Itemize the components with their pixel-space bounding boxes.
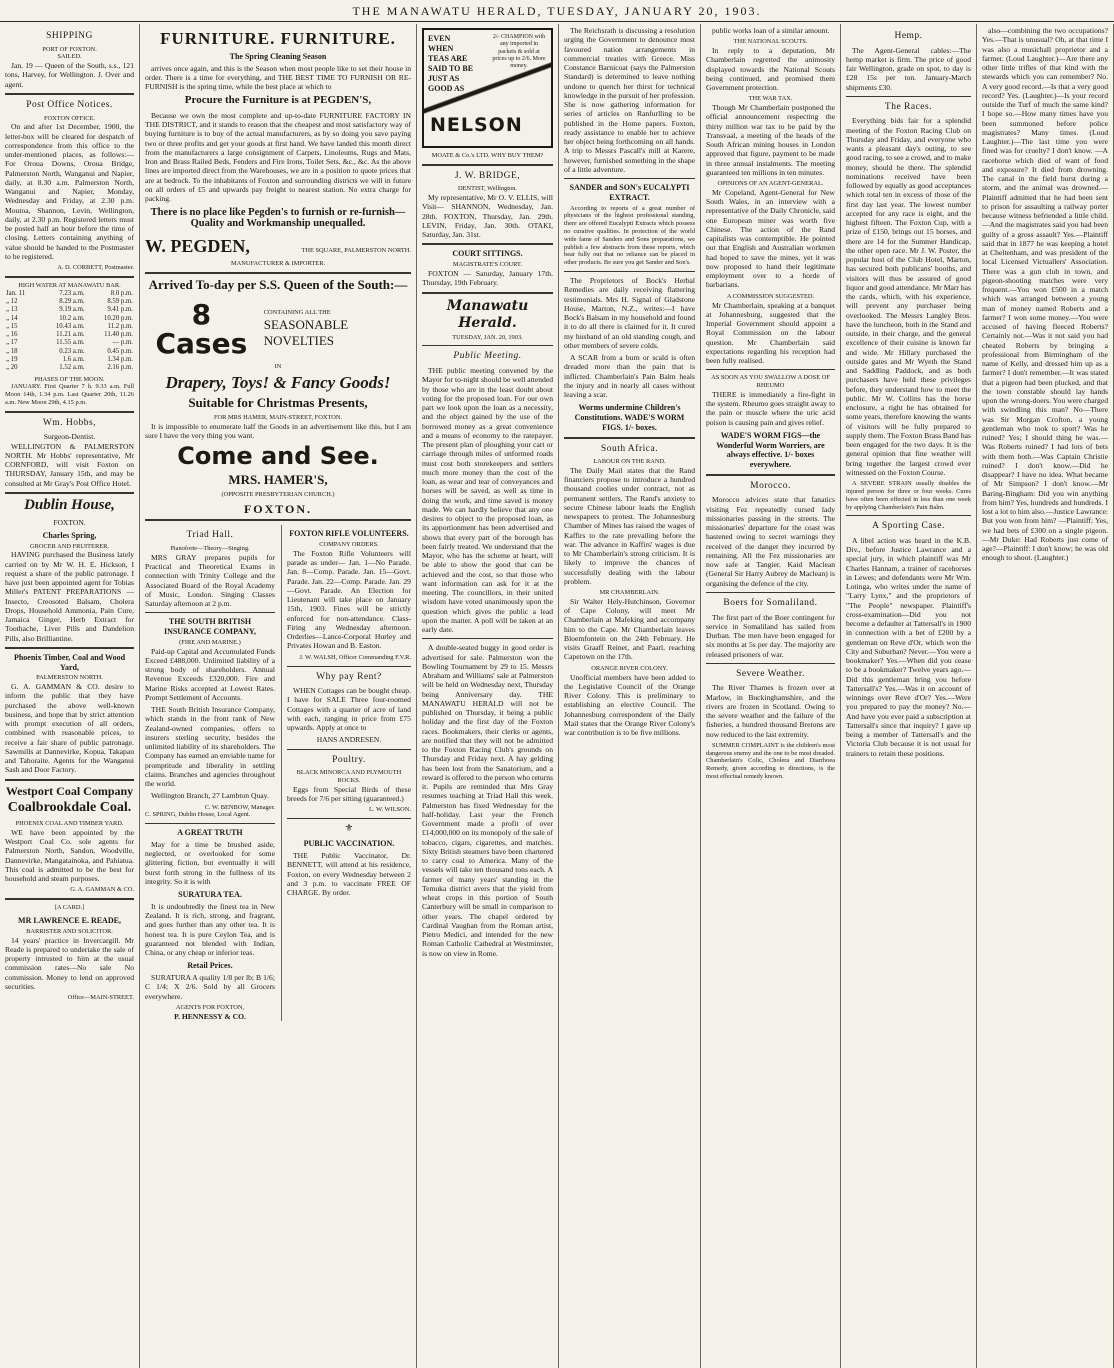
- orange-text: Unofficial members have been added to the Legislative Council of the Orange River Colony. This is preliminary to establishing an elective Council. The Johannesburg correspondent of the Daily Mail states that the Orange River Colony's war contribution is to be five millions.: [564, 672, 695, 738]
- newspaper-masthead: THE MANAWATU HERALD, TUESDAY, JANUARY 20, 1903.: [0, 0, 1114, 22]
- pegden-address: THE SQUARE, PALMERSTON NORTH.: [301, 247, 411, 255]
- south-british-text-2: THE South British Insurance Company, which stands in the front rank of New Zealand-owned companies, offers to insurers sterling security, besides the unlimited liability of its shareholders. The Company has earned an enviable name for promptitude and liberality in settling claims. Branches and agencies throughout the world.: [145, 705, 275, 789]
- scouts-text: In reply to a deputation, Mr Chamberlain regretted the animosity displayed towards the National Scouts being continued, and promised them Government protection.: [706, 46, 835, 93]
- rheumo-heading: AS SOON AS YOU SWALLOW A DOSE OF RHEUMO: [711, 374, 830, 390]
- triad-text: MRS GRAY prepares pupils for Practical and Theoretical Exams in connection with Trinity College and the Associated Board of the Royal Academy of Music, London. Singing Classes Saturday afternoon at 2 p.m.: [145, 552, 275, 609]
- hamer-name: MRS. HAMER'S,: [228, 472, 328, 488]
- tide-row: [5, 356, 134, 364]
- benbow-signature: C. W. BENBOW, Manager.: [204, 803, 275, 811]
- worm-heading: Worms undermine Children's Constitutions. WADE'S WORM FIGS. 1/- boxes.: [574, 403, 685, 432]
- war-tax-text: Though Mr Chamberlain postponed the official announcement respecting the thirty million war tax to be paid by the Transvaal, a meeting of the heads of the South African mining houses in London approved that figure, payment to be made in three annual instalments. The meeting guaranteed ten millions in ten minutes.: [706, 103, 835, 177]
- tide-cell: 10.2 a.m.: [59, 314, 85, 322]
- tide-row: [5, 306, 134, 314]
- col5-top-text: public works loan of a similar amount.: [712, 26, 830, 35]
- suitable-heading: Suitable for Christmas Presents,: [188, 395, 368, 411]
- hennessy-name: P. HENNESSY & CO.: [174, 1011, 246, 1021]
- tide-cell: „ 12: [6, 298, 18, 305]
- coal-heading: Coalbrookdale Coal.: [7, 800, 132, 816]
- tide-cell: 8.0 p.m.: [110, 289, 133, 297]
- phoenix-text: G. A. GAMMAN & CO. desire to inform the public that they have purchased the above well-known business, and hope that by strict attention with prompt execution of all orders, combined with reasonable prices, to receive a fair share of public patronage. Sawmills at Dannevirke, Kopua, Takapau and Tahoraite. Agents for the Wanganui Sash and Door Factory.: [5, 682, 134, 775]
- rheumo-text: THERE is immediately a fire-fight in the system. Rheumo goes straight away to the pain or muscle where the uric acid poison is causing pain and gives relief.: [706, 389, 835, 427]
- summer-complaint-text: SUMMER COMPLAINT is the children's most dangerous enemy and the one to be most dreaded. Chamberlain's Colic, Cholera and Diarrhoea Remedy, given according to directions, is the most effectual remedy known.: [706, 741, 835, 781]
- vaccination-heading: PUBLIC VACCINATION.: [303, 839, 395, 849]
- coal-text: WE have been appointed by the Westport Coal Co. sole agents for Palmerston North, Sandon, Woodville, Dannevirke, Mangatainoka, and Pahiatua. This coal is admitted to be the best for household and steam purposes.: [5, 827, 134, 884]
- coal-signature: G. A. GAMMAN & CO.: [70, 886, 134, 894]
- hobbs-heading: Wm. Hobbs,: [42, 417, 97, 428]
- tide-row: [5, 298, 134, 306]
- column-2: [140, 24, 417, 1368]
- triad-subheading: Pianoforte—Theory—Singing.: [170, 544, 250, 552]
- court-subheading: MAGISTRATE'S COURT.: [452, 261, 523, 269]
- chamberlain-text: Sir Walter Hely-Hutchinson, Governor of Cape Colony, will meet Mr Chamberlain at Mafeking and accompany him to the Cape. Mr Chamberlain leaves Bloemfontein on the 24th February. He visits Graaff Reinet, and Paarl, reaching Capetown on the 17th.: [564, 596, 695, 662]
- court-text: FOXTON — Saturday, January 17th. Thursday, 19th February.: [422, 269, 553, 288]
- herald-date: TUESDAY, JAN. 20, 1903.: [452, 333, 523, 341]
- poultry-text: Eggs from Special Birds of these breeds for 7/6 per sitting (guaranteed.): [286, 784, 411, 804]
- court-heading: COURT SITTINGS.: [452, 249, 523, 259]
- col7-text: also—combining the two occupations? Yes.—That is unusual? Oh, at that time I was also a musichall proprietor and a farmer. (Loud Laughter.)—Are there any other little trifles of that kind with the stewards which you can remember? No. A very good record.—Is that a very good record? Yes. (Laughter.)—Is your record outside the Turf of much the same kind? I hope so.—How many times have you been summoned before police magistrates? Many times. (Loud Laughter.)—The last time you were fined was for cruelty? I don't know. —A racehorse which died of want of food and exposure? It died from drowning. The canal in the field burst during a storm, and the animal was drowned.—Plaintiff admitted that he had been sent to prison for assaulting a railway porter because witness befriended a little child.—And the magistrates said you had been guilty of a gross assault? Yes.—Plaintiff said that in 1877 he was keeping a hotel at Cheltenham, and was president of the local Licensed Victuallers' Association. There was a gun club in town, and pigeon-shooting matches were very frequent.—You won £500 in a match which was arranged between a young man of money named Roberts and a farmer? I won some money.—You were accused of having fleeced Roberts? Certainly not.—Was it not said you had cheated Roberts by bringing a professional from Birmingham of the name of Kelly, and dressed him up as a farmer? I don't remember.—It was stated that a pigeon had been plucked, and that the town constable should lay hands upon the wrong-doers. You were charged with swindling this man? No—There was Sir Morgan Crofton, a young gentleman who took to sport? Was he ruined? Yes; I should thing he was.—Was Roberts ruined? I had lots of bets with them both.—Was Captain Christie ruined? I don't know.—Did he disappear? I have no idea. What became of Mr Simpson? I don't know.—Mr Baring-Bingham: Did you win anything from him? Yes, hundreds and hundreds. I lost a lot to him also.—Justice Lawrance: But you won from him? —Plaintiff: Yes, we had bets of £300 on a single pigeon.—Mr Duke: Had Roberts just come of age?—Plaintiff: I don't know; he was old enough to shoot. (Laughter.): [982, 26, 1108, 563]
- tide-cell: 10.43 a.m.: [55, 322, 85, 330]
- tide-cell: „ 14: [6, 314, 18, 322]
- suratura-heading: SURATURA TEA.: [178, 890, 242, 900]
- tide-cell: 11.55 a.m.: [56, 339, 85, 347]
- rifles-heading: FOXTON RIFLE VOLUNTEERS.: [289, 529, 409, 539]
- rent-heading: Why pay Rent?: [316, 671, 382, 682]
- opinions-text: Mr Copeland, Agent-General for New South Wales, in an interview with a representative of the Daily Chronicle, said one European miner was worth five Chinese. The action of the Rand capitalists was contemptible. He pointed out that English and Australian workmen had hoped to save the mines, yet it was now proposed to hand their legitimate employment over to a horde of barbarians.: [706, 187, 835, 290]
- tide-cell: 11.40 p.m.: [104, 331, 133, 339]
- south-british-office: Wellington Branch, 27 Lambton Quay.: [151, 791, 269, 801]
- arrived-heading: Arrived To-day per S.S. Queen of the South:—: [148, 277, 408, 293]
- retail-text: SURATURA A quality 1/8 per lb; B 1/6; C 1/4; X 2/6. Sold by all Grocers everywhere.: [145, 973, 275, 1001]
- triad-heading: Triad Hall.: [186, 530, 234, 541]
- tide-cell: „ 19: [6, 355, 18, 363]
- pegden-name: W. PEGDEN,: [145, 236, 250, 257]
- tide-row: [5, 315, 134, 323]
- pegden-subheading: MANUFACTURER & IMPORTER.: [230, 260, 326, 268]
- walsh-signature: J. W. WALSH, Officer Commanding F.V.R.: [299, 653, 411, 661]
- reade-office: Office—MAIN-STREET.: [67, 994, 134, 1002]
- nelson-tea-advert: [422, 28, 553, 148]
- column-4: [559, 24, 701, 1368]
- hemp-text: The Agent-General cables:—The hemp market is firm. The price of good fair Wellington, grade on spot, to day is £28 15s per ton. January-March shipments £30.: [846, 45, 971, 92]
- tide-cell: „ 17: [6, 339, 18, 347]
- boers-heading: Boers for Somaliland.: [723, 597, 818, 608]
- tide-cell: — p.m.: [112, 339, 133, 347]
- tide-cell: 1.52 a.m.: [59, 364, 85, 372]
- south-africa-subheading: LABOUR ON THE RAND.: [593, 458, 666, 466]
- column-7: [977, 24, 1114, 1368]
- commission-heading: A COMMISSION SUGGESTED.: [726, 292, 815, 300]
- opinions-heading: OPINIONS OF AN AGENT-GENERAL.: [717, 180, 824, 188]
- herald-title: Manawatu Herald.: [446, 297, 529, 331]
- nelson-tea-slogan: EVEN WHEN TEAS ARE SAID TO BE JUST AS GOOD AS: [428, 34, 474, 93]
- weather-text: The River Thames is frozen over at Marlow, in Buckinghamshire, and the rivers are frozen in Scotland. Owing to the severe weather and the failure of the fisheries, a hundred thousand Bretons are now reduced to the last extremity.: [706, 683, 835, 739]
- local-news-text: A double-seated buggy in good order is advertised for sale. Palmerston won the Bowling Tournament by 29 to 15. Messrs Abraham and Williams' sale at Palmerston will be held on Wednesday next, Thursday being Anniversary day. THE MANAWATU HERALD will not be published on Thursday, it being a public holiday and the first day of the Foxton races. Bookmakers, their clerks or agents, are notified that they will not be admitted to the Foxton Racing Club's grounds on Thursday and Friday next. A hay gelding has been lost from the Sanatorium, and a reward is offered to the person who returns it. Pupils are reminded that Mrs Gray resumes teaching at Triad Hall this week. Palmerston has fixed Wednesday for the half-holiday. Last year the French Government made a profit of over £14,000,000 on its monopoly of the sale of tobacco, cigars, cigarettes, and matches. Sixty British steamers have been chartered to carry coal to America. Many of the vessels will take ten thousand tons each. A farmer of many years' standing in the Temuka district avers that the yield from wheat crops in this portion of South Canterbury will be small in comparison to other years. The chapel ordered by Cardinal Vaughan from the Roman artist, Pietro Medici, and intended for the new Roman Catholic Cathedral at Westminster, is now on view in Rome.: [422, 643, 553, 958]
- tide-cell: 0.45 p.m.: [107, 347, 133, 355]
- tide-cell: „ 20: [6, 364, 18, 372]
- tide-cell: „ 15: [6, 322, 18, 330]
- sailed-text: Jan. 19 — Queen of the South, s.s., 121 tons, Harvey, for Wellington. J. Over and agent.: [5, 61, 134, 89]
- boers-text: The first part of the Boer contingent for service in Somaliland has sailed from Durban. The men have been engaged for six months at 5s per day. The majority are released prisoners of war.: [706, 612, 835, 659]
- nelson-tea-price: 2/- CHAMPION with any imported in packets & sold at prices up to 2/6. More money.: [492, 34, 546, 70]
- south-british-subheading: (FIRE AND MARINE.): [179, 638, 241, 646]
- sporting-case-text: A libel action was heard in the K.B. Div., before Justice Lawrance and a special jury, in which plaintiff was Mr Charles Hannam, a trainer of racehorses in Lewes; and defendants were Mr Wm. Lotinga, who writes under the name of "Larry Lynx," and the proprietors of "The People" newspaper. Plaintiff's cross-examination—Did you not become a defaulter at Tattersall's in 1900 in connection with a bet of £200 by a gentleman on Reve d'Or, which won the City and Suburban? Never.—You were a bookmaker? Yes.—When did you cease to be a bookmaker? Twelve years ago.—Did this gentleman bring you before Tattersall's? Yes.—Was it on account of winnings over Reve d'Or? Yes.—Were you prepared to pay the money? No.—And have you ever paid a subscription at Tattersall's since that inquiry? I gave up being a member of Tattersall's and the Victoria Club because it is not usual for trainers to retain these positions.: [846, 535, 971, 758]
- tide-row: [5, 339, 134, 347]
- spring-agent: C. SPRING, Dublin House, Local Agent.: [145, 811, 251, 819]
- commission-text: Mr Chamberlain, speaking at a banquet at Johannesburg, suggested that the Imperial Government should appoint a Royal Commission on the labour question. Mr Chamberlain said expectations regarding his reception had been fully realised.: [706, 300, 835, 365]
- reade-heading: MR LAWRENCE E. READE,: [18, 915, 121, 925]
- vaccination-text: THE Public Vaccinator, Dr. BENNETT, will attend at his residence, Foxton, on every Wednesday between 2 and 3 p.m. to vaccinate FREE OF CHARGE. By order.: [286, 851, 411, 898]
- nelson-brand: NELSON: [430, 114, 523, 136]
- tide-cell: 11.2 p.m.: [107, 322, 133, 330]
- hemp-heading: Hemp.: [894, 31, 923, 41]
- scouts-heading: THE NATIONAL SCOUTS.: [733, 38, 808, 46]
- in-label: IN: [274, 362, 282, 370]
- poultry-heading: Poultry.: [332, 754, 366, 765]
- severe-strain-text: A SEVERE STRAIN usually disables the injured person for three or four weeks. Cures have often been effected in less than one week by applying Chamberlain's Pain Balm.: [846, 480, 971, 511]
- seasonable-label: SEASONABLE NOVELTIES: [263, 317, 349, 349]
- tide-cell: 1.34 p.m.: [107, 355, 133, 363]
- spring-subheading: GROCER AND FRUITERER.: [29, 542, 109, 550]
- moon-text: JANUARY. First Quarter 7 h. 9.33 a.m. Full Moon 14th, 1.34 p.m. Last Quarter 20th, 11.26 a.m. New Moon 29th, 4.15 p.m.: [5, 383, 134, 406]
- truth-text: May for a time be brushed aside, neglected, or overlooked for some glittering fiction, but eventually it will burst forth strong in the fullness of its integrity. So it is with: [145, 839, 275, 886]
- containing-label: CONTAINING ALL THE: [263, 309, 331, 317]
- tide-cell: Jan. 11: [6, 289, 26, 297]
- furniture-heading: FURNITURE. FURNITURE.: [160, 29, 396, 48]
- tide-cell: 10.20 p.m.: [103, 314, 133, 322]
- column-1: [0, 24, 140, 1368]
- suratura-text: It is undoubtedly the finest tea in New Zealand. It is rich, strong, and fragrant, and goes further than any other tea. It is honest tea. It is pure Ceylon Tea, and is guaranteed not blended with Indian, China, or any cheap or inferior teas.: [145, 901, 275, 958]
- column-3: [417, 24, 559, 1368]
- for-hamer: FOR MRS HAMER, MAIN-STREET, FOXTON.: [213, 413, 343, 421]
- procure-heading: Procure the Furniture is at PEGDEN'S,: [184, 94, 372, 107]
- agents-label: AGENTS FOR FOXTON,: [175, 1003, 245, 1011]
- south-africa-text: The Daily Mail states that the Rand financiers propose to introduce a hundred thousand coolies under contract, not as permanent settlers. The Rand's anxiety to secure Chinese labour leads the English newspapers to protest. The Johannesburg Chamber of Mines has raised the wages of Kaffirs to the rate prevailing before the war. The advance in Kaffirs' wages is due to Mr Chamberlain's strong criticism. It is likely to improve the chances of successfully dealing with the labour problem.: [564, 465, 695, 586]
- dublin-house-heading: Dublin House,: [24, 496, 115, 513]
- reade-subheading: BARRISTER AND SOLICITOR.: [26, 927, 113, 935]
- hobbs-subheading: Surgeon-Dentist.: [43, 432, 96, 442]
- tide-cell: 11.21 a.m.: [56, 331, 85, 339]
- tide-heading: HIGH WATER AT MANAWATU BAR.: [18, 281, 121, 289]
- come-and-see: Come and See.: [177, 442, 379, 471]
- orange-heading: ORANGE RIVER COLONY.: [591, 664, 668, 672]
- tide-cell: 9.19 a.m.: [59, 306, 85, 314]
- impossible-text: It is impossible to enumerate half the Goods in an advertisement like this, but I am sure I have the very thing you want.: [145, 421, 411, 440]
- south-africa-heading: South Africa.: [600, 443, 659, 454]
- sporting-case-heading: A Sporting Case.: [872, 521, 945, 532]
- sander-heading: SANDER and SON's EUCALYPTI EXTRACT.: [569, 183, 690, 202]
- tide-row: [5, 348, 134, 356]
- royal-crest-icon: ⚜: [344, 823, 354, 835]
- postmaster-signature: A. D. CORBETT, Postmaster.: [57, 264, 134, 272]
- tide-row: [5, 331, 134, 339]
- tide-cell: „ 18: [6, 347, 18, 355]
- furniture-text: arrives once again, and this is the Season when most people like to set their house in order. There is a time for everything, and THE BEST TIME TO FURNISH OR RE-FURNISH is the spring time, while the best place at which to: [145, 63, 411, 92]
- post-office-text: On and after 1st December, 1900, the letter-box will be cleared for despatch of correspondence from this office to the under-mentioned places, as follows:— For Oroua Downs, Oroua Bridge, Palmerston North, Wanganui and Napier, daily, at 8.30 a.m. Palmerston North, Wanganui and Napier, Monday, Wednesday and Friday, at 2.30 p.m. Moutoa, Shannon, Levin, Wellington, daily, at 2.30 p.m. Registered letters must be posted half an hour before the time of closing. Letters containing anything of value should be handed to the Postmaster to be registered.: [5, 122, 134, 261]
- tide-cell: 8.29 a.m.: [59, 298, 85, 305]
- column-5: [701, 24, 841, 1368]
- tide-cell: 7.23 a.m.: [59, 289, 85, 297]
- poultry-subheading: BLACK MINORCA AND PLYMOUTH ROCKS.: [296, 769, 402, 784]
- sailed-label: SAILED.: [57, 53, 82, 61]
- column-2-right: [281, 525, 411, 1021]
- weather-heading: Severe Weather.: [736, 668, 805, 679]
- dublin-house-subheading: FOXTON.: [53, 517, 86, 527]
- nelson-maker: MOATE & Co.'s LTD. WHY BUY THEM?: [431, 152, 544, 159]
- tide-cell: 2.16 p.m.: [107, 364, 133, 372]
- tide-cell: „ 13: [6, 306, 18, 314]
- column-6: [841, 24, 977, 1368]
- post-office-subheading: FOXTON OFFICE.: [43, 114, 96, 122]
- tide-cell: 1.6 a.m.: [62, 355, 85, 363]
- procure-text: Because we own the most complete and up-to-date FURNITURE FACTORY IN THE DISTRICT, and it stands to reason that the cheapest and most satisfactory way of buying furniture is to buy of the actual manufacturers, as by so doing you save paying two or three profits and get your goods at first hand. We have landed this month direct from the manufacturers a large consignment of Carpets, Linoleums, Rugs and Mats, Iron and Brass Railed Beds, Fenders and Fire Irons, Toilet Sets, &c., &c. As the above lines are imported direct from the Warehouses, we are in a position to quote prices that are at bedrock. To the inhabitants of Foxton and surrounding districts we will in future on all orders of £5 and upwards pay freight to nearest station. No extra charge for packing.: [145, 110, 411, 204]
- hamer-opposite: (OPPOSITE PRESBYTERIAN CHURCH.): [221, 490, 335, 498]
- shipping-subheading: PORT OF FOXTON.: [42, 45, 97, 53]
- truth-heading: A GREAT TRUTH: [177, 828, 243, 838]
- morocco-text: Morocco advices state that fanatics visiting Fez repeatedly cursed lady missionaries passing in the streets. The missionaries' departure for the coast was hastened owing to secret warnings they received of the danger they incurred by remaining. All the Fez missionaries are now safe at Tangier. Kaid Maclean (General Sir Harry Aubrey de Maclean) is organising the defence of the city.: [706, 495, 835, 588]
- bridge-text: My representative, Mr O. V. ELLIS, will Visit— SHANNON, Wednesday, Jan. 28th. FOXTON, Thursday, Jan. 29th. LEVIN, Friday, Jan. 30th. OTAKI, Saturday, Jan. 31st.: [422, 193, 553, 240]
- tide-cell: 0.23 a.m.: [59, 347, 85, 355]
- phoenix-subheading: PALMERSTON NORTH.: [36, 674, 103, 682]
- hobbs-text: WELLINGTON & PALMERSTON NORTH. Mr Hobbs' representative, Mr CORNFORD, will visit Foxton on THURSDAY, January 15th, and may be consulted at Mr Gray's Post Office Hotel.: [5, 441, 134, 488]
- card-label: [A CARD.]: [54, 904, 85, 912]
- scald-text: A SCAR from a burn or scald is often dreaded more than the pain that is inflicted. Chamberlain's Pain Balm heals the injury and in nearly all cases without leaving a scar.: [564, 353, 695, 399]
- retail-heading: Retail Prices.: [187, 961, 233, 971]
- public-meeting-text: THE public meeting convened by the Mayor for to-night should be well attended by those who are in the least doubt about voting for the proposed loan. For our own part we look upon the loan as a necessity, and the object gained by the use of the borrowed money as a great convenience and a means of economy to the ratepayer. The present plan of ploughing your cart or carriage through miles of unformed roads must cost both storekeepers and settlers much more money than the cost of the loan, as wear and tear of conveyances and horses will be saved, as well as time in doing the work, and time saved is money made. We can hardly believe that any one desires to object to the proposed loan, as its apportionment has been advertised and shows that every part of the borough has been fairly treated. We understand that the Mayor, who has the scheme at heart, will be able to show the good that can be achieved and the cost, so that those who want information can ask for it at the meeting. The councillors, in their united wisdom have voted unanimously upon the question which gives the public a lead upon the matter. A poll will be taken at an early date.: [422, 366, 553, 635]
- bridge-heading: J. W. BRIDGE,: [454, 170, 521, 181]
- tide-row: [5, 290, 134, 298]
- war-tax-heading: THE WAR TAX.: [748, 95, 793, 103]
- eight-cases: 8 Cases: [155, 297, 248, 361]
- phoenix-heading: Phoenix Timber, Coal and Wood Yard,: [13, 652, 126, 672]
- post-office-heading: Post Office Notices.: [26, 99, 113, 110]
- morocco-heading: Morocco.: [750, 480, 791, 491]
- bridge-subheading: DENTIST, Wellington.: [457, 185, 518, 193]
- south-british-heading: THE SOUTH BRITISH INSURANCE COMPANY,: [163, 617, 256, 637]
- moon-heading: PHASES OF THE MOON.: [34, 375, 105, 383]
- drapery-heading: Drapery, Toys! & Fancy Goods!: [165, 373, 391, 393]
- furniture-subheading: The Spring Cleaning Season: [229, 51, 327, 61]
- races-heading: The Races.: [884, 101, 933, 112]
- column-2-left: [145, 525, 275, 1021]
- tide-cell: „ 16: [6, 331, 18, 339]
- rifles-text: The Foxton Rifle Volunteers will parade as under— Jan. 1—No Parade. Jan. 8—Comp. Parade. Jan. 15—Govt. Parade. Jan. 22—Comp. Parade. Jan. 29—Govt. Parade. An Election for Lieutenant will take place on January 15th, 1903. Fines will be strictly enforced for non-attendance. Class-Firing any Wednesday afternoon. Orderlies—Lance-Corporal Hurley and Privates Howan and B. Easton.: [286, 548, 411, 651]
- bock-text: The Proprietors of Bock's Herbal Remedies are daily receiving flattering testimonials. Mrs H. Signal of Gladstone House, Marton, N.Z., writes:—I have Bock's Balsam in my household and found it to do all there is claimed for it. It cured my husband of an old standing cough, and other members of severe colds.: [564, 276, 695, 350]
- sander-text: According to reports of a great number of physicians of the highest professional standing, there are offered Eucalypti Extracts which possess no curative qualities. In protection of the world wide fame of Sanders and Sons preparations, we publish a few abstracts from these reports, which bear fully out that no reliance can be placed in other products. Be sure you get Sander and Son's.: [564, 204, 695, 267]
- rifles-subheading: COMPANY ORDERS.: [319, 541, 379, 549]
- reade-text: 14 years' practice in Invercargill. Mr Reade is prepared to undertake the sale of property intrusted to him at the usual commission rates—No sale No commission. Money to lend on approved securities.: [5, 935, 134, 991]
- tide-table: [5, 290, 134, 373]
- coal-subheading: PHOENIX COAL AND TIMBER YARD.: [15, 820, 124, 828]
- south-british-text: Paid-up Capital and Accumulated Funds Exceed £488,000. Unlimited liability of a strong body of shareholders. Annual Revenue Exceeds £320,000. Fire and Marine Risks accepted at Lowest Rates. Prompt Settlement of Accounts.: [145, 646, 275, 702]
- no-place-slogan: There is no place like Pegden's to furnish or re-furnish—Quality and Workmanship unequalled.: [150, 207, 406, 230]
- hamer-foxton: FOXTON.: [243, 501, 313, 516]
- tide-cell: 8.59 p.m.: [107, 298, 133, 305]
- shipping-heading: SHIPPING: [46, 31, 93, 41]
- races-text: Everything bids fair for a splendid meeting of the Foxton Racing Club on Thursday and Friday, and everyone who wants a pleasant day's outing, to see good racing, to see a crowd, and to make money, should be there. The splendid nominations received have been followed by equally as good acceptances which total ten in excess of those of the first day last year. The lowest number accepted for any race is eight, and the highest fifteen. The Foxton Cup, with a prize of £150, brings out 15 horses, and there are 14 for the Summer Handicap, the other open race. Mr J. W. Poster, the popular host of the Club Hotel, Marton, has secured both publicans' booths, and visitors will thus be assured of good liquor and good attendance. Mr Marr has the cards, which, with his experience, will prevent any purchaser being overlooked. The Messrs Langley Bros. have the luncheon, both in the Stand and outside, in their charge, and the general excellence of their cuisine is known far and wide. Mr Hillary purchased the outside gates and Mr Wyeth the Stand and Saddling Paddock, and as both purchasers have held these privileges before, they understand how to meet the public. Mr W. Collins has the horse enclosure, a right he has obtained for some years, therefore knowing the wants of visitors will be fully prepared to supply them. The Foxton Brass Band has been engaged for the two days. It is the general opinion that fine weather will bring together the largest crowd ever witnessed on the Foxton Course.: [846, 116, 971, 477]
- wade-heading: WADE'S WORM FIGS—the Wonderful Worm Worriers, are always effective. 1/- boxes everywhere.: [716, 430, 825, 470]
- andresen-name: HANS ANDRESEN.: [316, 735, 382, 745]
- wilson-signature: L. W. WILSON.: [369, 806, 411, 814]
- public-meeting-heading: Public Meeting.: [453, 351, 522, 362]
- spring-text: HAVING purchased the Business lately carried on by Mr W. H. E. Hickson, I request a share of the public patronage. I have just been appointed agent for Tobias Miller's PATENT PREPARATIONS — Insecto, Creosoted Balsam, Cholera Drops, Household Ammonia, Pain Cure, Jamaica Ginger, Herb Extract for Toothache, Liver Pills and Dandelion Pills, also Brilliantine.: [5, 550, 134, 643]
- spring-heading: Charles Spring,: [42, 530, 97, 540]
- col4-text: The Reichsrath is discussing a resolution urging the Government to denounce most favoured nation arrangements in commercial treaties with Greece. Miss Constance Barnicoat (says the Palmerston Standard) is determined to leave nothing undone to quench her thirst for technical knowledge in the pursuit of her profession. She is now gathering information for series of articles on Ranfurlling to be published in the Home papers. Foxton, ready assistance to enable her to achieve her object being forthcoming on all hands. A trip to Messrs Pascall's mill at Karere, however, furnished something in the shape of a little adventure.: [564, 26, 695, 174]
- chamberlain-heading: MR CHAMBERLAIN.: [599, 589, 660, 597]
- tide-row: [5, 323, 134, 331]
- tide-row: [5, 364, 134, 372]
- rent-text: WHEN Cottages can be bought cheap. I have for SALE Three four-roomed Cottages with a quarter of acre of land with each, ranging in price from £75 upwards. Apply at once to: [286, 686, 411, 733]
- tide-cell: 9.41 p.m.: [107, 306, 133, 314]
- westport-heading: Westport Coal Company: [5, 783, 134, 798]
